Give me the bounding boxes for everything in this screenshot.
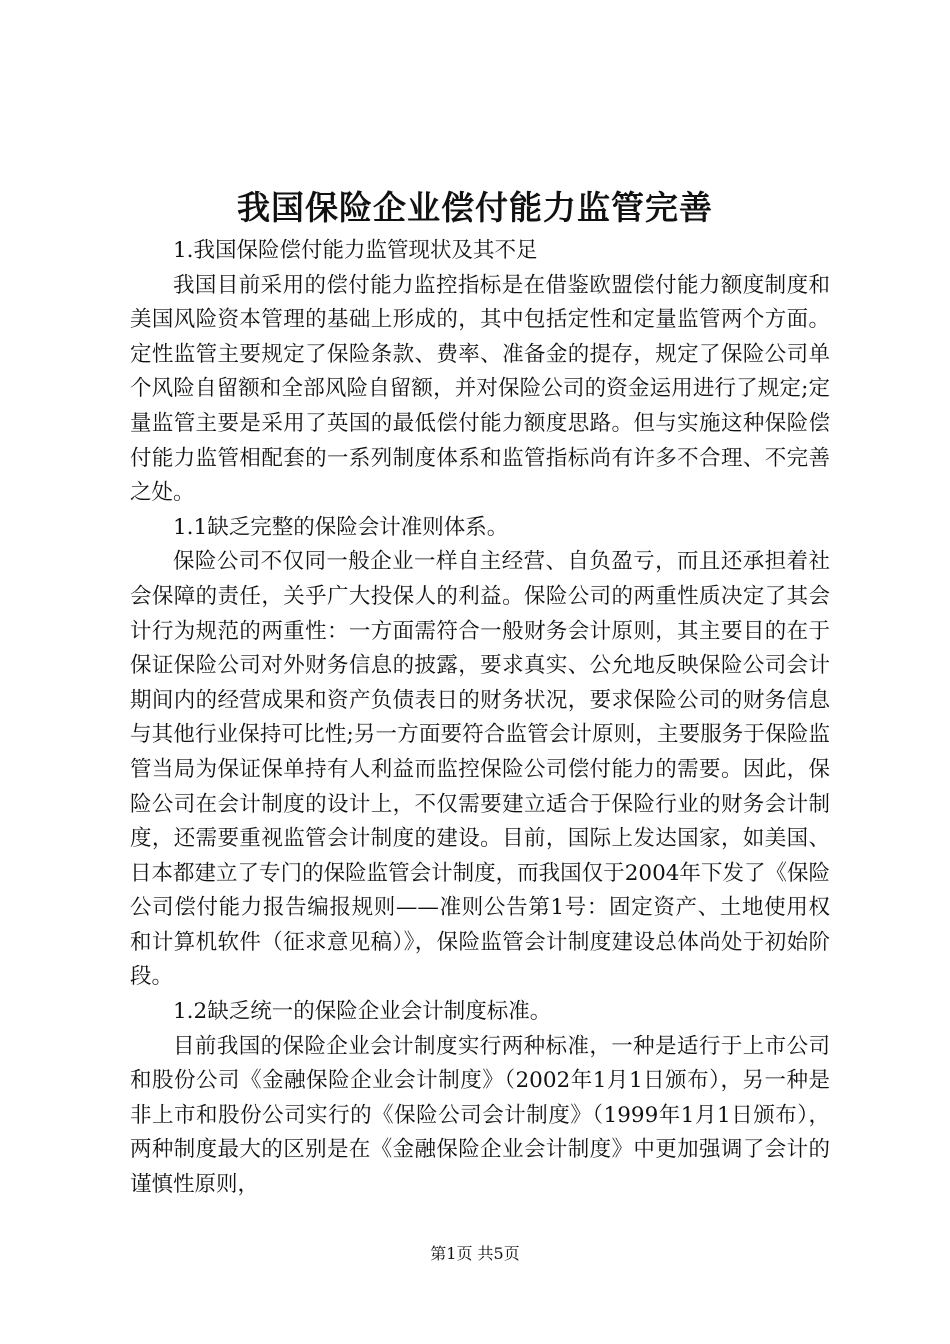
document-title: 我国保险企业偿付能力监管完善 bbox=[237, 188, 713, 227]
page-number-footer: 第1页 共5页 bbox=[430, 1244, 520, 1263]
section-heading-1-1: 1.1缺乏完整的保险会计准则体系。 bbox=[173, 514, 509, 540]
paragraph-1: 我国目前采用的偿付能力监控指标是在借鉴欧盟偿付能力额度制度和美国风险资本管理的基础上形成的，其中包括定性和定量监管两个方面。定性监管主要规定了保险条款、费率、准备金的提存，规定了保险公司单个风险自留额和全部风险自留额，并对保险公司的资金运用进行了规定;定量监管主要是采用了英国的最低偿付能力额度思路。但与实施这种保险偿付能力监管相配套的一系列制度体系和监管指标尚有许多不合理、不完善之处。 bbox=[130, 272, 830, 506]
section-heading-1: 1.我国保险偿付能力监管现状及其不足 bbox=[173, 238, 538, 263]
section-heading-1-2: 1.2缺乏统一的保险企业会计制度标准。 bbox=[173, 999, 552, 1025]
document-body bbox=[130, 234, 830, 1203]
paragraph-3: 目前我国的保险企业会计制度实行两种标准，一种是适行于上市公司和股份公司《金融保险企业会计制度》（2002年1月1日颁布），另一种是非上市和股份公司实行的《保险公司会计制度》（1999年1月1日颁布），两种制度最大的区别是在《金融保险企业会计制度》中更加强调了会计的谨慎性原则， bbox=[130, 1033, 830, 1198]
paragraph-2: 保险公司不仅同一般企业一样自主经营、自负盈亏，而且还承担着社会保障的责任，关乎广大投保人的利益。保险公司的两重性质决定了其会计行为规范的两重性：一方面需符合一般财务会计原则，其主要目的在于保证保险公司对外财务信息的披露，要求真实、公允地反映保险公司会计期间内的经营成果和资产负债表日的财务状况，要求保险公司的财务信息与其他行业保持可比性;另一方面要符合监管会计原则，主要服务于保险监管当局为保证保单持有人利益而监控保险公司偿付能力的需要。因此，保险公司在会计制度的设计上，不仅需要建立适合于保险行业的财务会计制度，还需要重视监管会计制度的建设。目前，国际上发达国家，如美国、日本都建立了专门的保险监管会计制度，而我国仅于2004年下发了《保险公司偿付能力报告编报规则——准则公告第1号：固定资产、土地使用权和计算机软件（征求意见稿）》，保险监管会计制度建设总体尚处于初始阶段。 bbox=[130, 549, 830, 990]
